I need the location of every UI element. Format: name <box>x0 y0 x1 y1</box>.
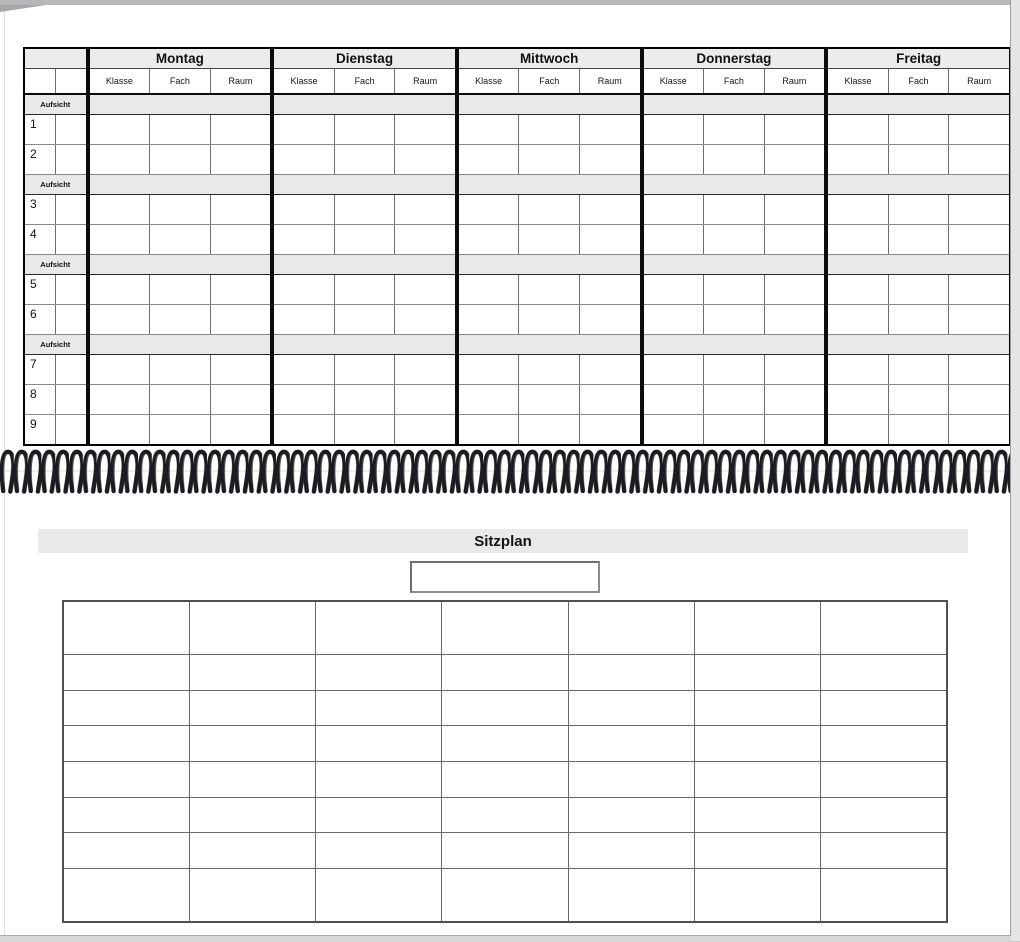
timetable-cell <box>888 225 949 255</box>
timetable-cell <box>642 385 704 415</box>
seat-cell <box>316 655 442 691</box>
period-number: 2 <box>24 145 55 175</box>
seat-cell <box>189 601 315 655</box>
timetable-cell <box>704 225 765 255</box>
timetable-cell <box>395 355 457 385</box>
supervision-cell <box>642 335 827 355</box>
seat-cell <box>694 655 820 691</box>
timetable-cell <box>949 225 1010 255</box>
timetable-cell <box>888 145 949 175</box>
timetable-cell <box>457 275 519 305</box>
timetable-cell <box>334 415 395 446</box>
timetable-cell <box>888 415 949 446</box>
seat-cell <box>821 868 947 922</box>
timetable-cell <box>334 355 395 385</box>
column-header: Klasse <box>272 69 334 95</box>
timetable-cell <box>704 355 765 385</box>
timetable-cell <box>519 115 580 145</box>
seat-cell <box>568 601 694 655</box>
supervision-cell <box>88 94 273 115</box>
period-row <box>24 305 1010 335</box>
corner-cell <box>24 48 88 69</box>
timetable-cell <box>764 275 826 305</box>
seat-cell <box>316 761 442 797</box>
timetable-cell <box>150 115 211 145</box>
seat-cell <box>442 797 568 833</box>
timetable-cell <box>88 305 150 335</box>
seat-cell <box>568 833 694 869</box>
timetable-cell <box>764 305 826 335</box>
seat-cell <box>694 690 820 726</box>
scan-top-edge <box>0 0 1020 5</box>
timetable-cell <box>457 305 519 335</box>
timetable-cell <box>888 195 949 225</box>
page-corner <box>0 5 46 12</box>
timetable-cell <box>150 385 211 415</box>
timetable-cell <box>210 145 272 175</box>
timetable-cell <box>826 355 888 385</box>
timetable-cell <box>579 225 641 255</box>
timetable-cell <box>210 385 272 415</box>
blank-cell <box>55 145 87 175</box>
timetable-cell <box>88 415 150 446</box>
scanned-page <box>0 5 1011 935</box>
seat-cell <box>568 690 694 726</box>
timetable-cell <box>826 145 888 175</box>
supervision-cell <box>826 175 1010 195</box>
timetable-cell <box>642 305 704 335</box>
period-number: 3 <box>24 195 55 225</box>
supervision-cell <box>457 175 642 195</box>
day-header-row <box>24 48 1010 69</box>
timetable-cell <box>888 115 949 145</box>
period-row <box>24 385 1010 415</box>
timetable-cell <box>395 385 457 415</box>
timetable-cell <box>457 385 519 415</box>
supervision-label: Aufsicht <box>24 175 88 195</box>
seat-cell <box>189 690 315 726</box>
seat-cell <box>821 761 947 797</box>
seat-cell <box>316 797 442 833</box>
timetable-cell <box>704 305 765 335</box>
sitzplan-title-bar <box>38 529 968 553</box>
timetable-cell <box>949 385 1010 415</box>
timetable-cell <box>457 195 519 225</box>
timetable-cell <box>579 115 641 145</box>
seat-cell <box>442 601 568 655</box>
seat-cell <box>821 726 947 762</box>
seating-row <box>63 726 947 762</box>
supervision-cell <box>272 335 457 355</box>
day-header: Montag <box>88 48 273 69</box>
seat-cell <box>63 833 189 869</box>
timetable-cell <box>210 195 272 225</box>
period-number: 6 <box>24 305 55 335</box>
column-header: Fach <box>150 69 211 95</box>
timetable-cell <box>579 305 641 335</box>
supervision-cell <box>642 175 827 195</box>
timetable-cell <box>704 415 765 446</box>
timetable-cell <box>457 115 519 145</box>
timetable-body <box>24 48 1010 445</box>
timetable-cell <box>210 305 272 335</box>
timetable-cell <box>519 305 580 335</box>
seat-cell <box>189 797 315 833</box>
blank-cell <box>55 195 87 225</box>
supervision-cell <box>272 94 457 115</box>
timetable-cell <box>764 415 826 446</box>
teacher-desk-box <box>410 561 600 593</box>
timetable-cell <box>334 115 395 145</box>
supervision-cell <box>457 335 642 355</box>
timetable-cell <box>642 415 704 446</box>
timetable-cell <box>395 145 457 175</box>
seat-cell <box>694 868 820 922</box>
timetable-cell <box>579 415 641 446</box>
supervision-cell <box>88 175 273 195</box>
timetable-cell <box>579 195 641 225</box>
column-header: Klasse <box>88 69 150 95</box>
timetable-cell <box>519 195 580 225</box>
seat-cell <box>316 868 442 922</box>
seat-cell <box>821 833 947 869</box>
period-row <box>24 145 1010 175</box>
timetable-cell <box>642 275 704 305</box>
timetable-cell <box>579 385 641 415</box>
timetable-cell <box>395 195 457 225</box>
scan-right-edge <box>1010 0 1020 941</box>
seat-cell <box>63 601 189 655</box>
seat-cell <box>63 726 189 762</box>
timetable-cell <box>642 145 704 175</box>
seat-cell <box>442 690 568 726</box>
supervision-cell <box>272 175 457 195</box>
timetable-cell <box>88 225 150 255</box>
timetable-cell <box>826 225 888 255</box>
timetable-cell <box>272 195 334 225</box>
supervision-cell <box>642 94 827 115</box>
timetable-cell <box>519 225 580 255</box>
column-header-row <box>24 69 1010 95</box>
timetable-cell <box>519 415 580 446</box>
timetable-cell <box>579 355 641 385</box>
day-header: Mittwoch <box>457 48 642 69</box>
timetable-cell <box>150 195 211 225</box>
timetable-cell <box>210 415 272 446</box>
timetable-cell <box>826 305 888 335</box>
timetable-cell <box>519 355 580 385</box>
seat-cell <box>568 726 694 762</box>
column-header: Fach <box>519 69 580 95</box>
seating-row <box>63 761 947 797</box>
timetable-cell <box>949 195 1010 225</box>
supervision-cell <box>826 255 1010 275</box>
supervision-row <box>24 255 1010 275</box>
supervision-cell <box>642 255 827 275</box>
timetable-cell <box>704 145 765 175</box>
period-number: 8 <box>24 385 55 415</box>
timetable-cell <box>150 225 211 255</box>
timetable-cell <box>826 195 888 225</box>
seat-cell <box>821 601 947 655</box>
period-number: 5 <box>24 275 55 305</box>
timetable-cell <box>210 275 272 305</box>
seat-cell <box>442 726 568 762</box>
supervision-row <box>24 175 1010 195</box>
column-header: Raum <box>210 69 272 95</box>
timetable-cell <box>642 355 704 385</box>
timetable-cell <box>704 385 765 415</box>
supervision-cell <box>826 335 1010 355</box>
timetable-cell <box>704 115 765 145</box>
blank-cell <box>55 385 87 415</box>
blank-cell <box>55 69 87 95</box>
seat-cell <box>189 655 315 691</box>
timetable-cell <box>949 355 1010 385</box>
timetable-cell <box>949 115 1010 145</box>
timetable-cell <box>88 385 150 415</box>
seat-cell <box>821 797 947 833</box>
seat-cell <box>694 601 820 655</box>
blank-cell <box>55 225 87 255</box>
timetable-cell <box>764 145 826 175</box>
period-number: 4 <box>24 225 55 255</box>
supervision-cell <box>457 255 642 275</box>
period-number: 7 <box>24 355 55 385</box>
timetable-cell <box>764 115 826 145</box>
supervision-cell <box>457 94 642 115</box>
seating-row <box>63 601 947 655</box>
supervision-label: Aufsicht <box>24 255 88 275</box>
timetable-cell <box>334 145 395 175</box>
seat-cell <box>316 726 442 762</box>
timetable-cell <box>88 355 150 385</box>
timetable-cell <box>826 275 888 305</box>
seating-row <box>63 797 947 833</box>
timetable-cell <box>272 275 334 305</box>
timetable-cell <box>826 115 888 145</box>
timetable-cell <box>457 145 519 175</box>
timetable-cell <box>888 355 949 385</box>
seat-cell <box>568 797 694 833</box>
seat-cell <box>442 655 568 691</box>
seat-cell <box>442 761 568 797</box>
seat-cell <box>442 833 568 869</box>
timetable-cell <box>579 145 641 175</box>
timetable-cell <box>334 385 395 415</box>
timetable-cell <box>457 415 519 446</box>
timetable-cell <box>395 275 457 305</box>
blank-cell <box>55 355 87 385</box>
timetable-cell <box>88 115 150 145</box>
timetable-cell <box>210 355 272 385</box>
timetable-cell <box>210 115 272 145</box>
timetable-cell <box>150 275 211 305</box>
period-row <box>24 355 1010 385</box>
seat-cell <box>821 655 947 691</box>
timetable-cell <box>764 225 826 255</box>
timetable-cell <box>395 225 457 255</box>
timetable-cell <box>888 385 949 415</box>
timetable-cell <box>457 225 519 255</box>
column-header: Raum <box>949 69 1010 95</box>
supervision-cell <box>88 255 273 275</box>
seat-cell <box>189 868 315 922</box>
timetable-cell <box>519 385 580 415</box>
blank-cell <box>55 275 87 305</box>
timetable-cell <box>395 415 457 446</box>
day-header: Donnerstag <box>642 48 827 69</box>
supervision-cell <box>272 255 457 275</box>
supervision-row <box>24 94 1010 115</box>
seat-cell <box>442 868 568 922</box>
seating-grid-body <box>63 601 947 922</box>
supervision-cell <box>88 335 273 355</box>
column-header: Fach <box>334 69 395 95</box>
seating-row <box>63 833 947 869</box>
seat-cell <box>63 797 189 833</box>
seat-cell <box>821 690 947 726</box>
timetable-cell <box>150 355 211 385</box>
seat-cell <box>568 868 694 922</box>
period-number: 1 <box>24 115 55 145</box>
timetable-cell <box>150 305 211 335</box>
period-row <box>24 115 1010 145</box>
seating-row <box>63 655 947 691</box>
column-header: Raum <box>579 69 641 95</box>
seat-cell <box>316 690 442 726</box>
timetable-cell <box>519 145 580 175</box>
timetable-cell <box>150 415 211 446</box>
timetable-cell <box>519 275 580 305</box>
column-header: Raum <box>764 69 826 95</box>
timetable-cell <box>764 355 826 385</box>
timetable-cell <box>579 275 641 305</box>
day-header: Dienstag <box>272 48 457 69</box>
column-header: Raum <box>395 69 457 95</box>
timetable-cell <box>826 415 888 446</box>
timetable-cell <box>272 115 334 145</box>
spiral-binding-icon <box>0 445 1020 499</box>
timetable-cell <box>88 275 150 305</box>
supervision-label: Aufsicht <box>24 335 88 355</box>
timetable-cell <box>949 415 1010 446</box>
timetable-cell <box>704 195 765 225</box>
timetable-cell <box>272 145 334 175</box>
period-row <box>24 195 1010 225</box>
timetable-cell <box>88 145 150 175</box>
period-row <box>24 225 1010 255</box>
seat-cell <box>694 761 820 797</box>
period-row <box>24 415 1010 446</box>
seat-cell <box>694 797 820 833</box>
seat-cell <box>189 833 315 869</box>
seat-cell <box>63 761 189 797</box>
column-header: Fach <box>704 69 765 95</box>
timetable-cell <box>826 385 888 415</box>
column-header: Fach <box>888 69 949 95</box>
timetable-cell <box>334 305 395 335</box>
blank-cell <box>24 69 55 95</box>
column-header: Klasse <box>826 69 888 95</box>
timetable-cell <box>949 275 1010 305</box>
timetable-cell <box>764 385 826 415</box>
timetable-cell <box>334 225 395 255</box>
column-header: Klasse <box>642 69 704 95</box>
blank-cell <box>55 305 87 335</box>
column-header: Klasse <box>457 69 519 95</box>
supervision-row <box>24 335 1010 355</box>
seating-row <box>63 690 947 726</box>
seat-cell <box>316 601 442 655</box>
timetable-cell <box>395 305 457 335</box>
timetable-cell <box>272 415 334 446</box>
seat-cell <box>316 833 442 869</box>
timetable-cell <box>395 115 457 145</box>
timetable-cell <box>150 145 211 175</box>
seating-row <box>63 868 947 922</box>
timetable-cell <box>642 225 704 255</box>
period-number: 9 <box>24 415 55 446</box>
timetable-cell <box>704 275 765 305</box>
supervision-label: Aufsicht <box>24 94 88 115</box>
timetable-cell <box>272 305 334 335</box>
timetable-cell <box>88 195 150 225</box>
timetable-cell <box>949 305 1010 335</box>
timetable-cell <box>888 275 949 305</box>
seat-cell <box>694 726 820 762</box>
blank-cell <box>55 415 87 446</box>
seat-cell <box>63 690 189 726</box>
seat-cell <box>568 761 694 797</box>
timetable-cell <box>949 145 1010 175</box>
timetable-cell <box>457 355 519 385</box>
seat-cell <box>63 655 189 691</box>
timetable <box>23 47 1011 446</box>
seat-cell <box>189 761 315 797</box>
timetable-cell <box>272 225 334 255</box>
period-row <box>24 275 1010 305</box>
seat-cell <box>694 833 820 869</box>
timetable-cell <box>764 195 826 225</box>
timetable-cell <box>334 275 395 305</box>
seat-cell <box>568 655 694 691</box>
seating-grid <box>62 600 948 923</box>
timetable-cell <box>272 355 334 385</box>
supervision-cell <box>826 94 1010 115</box>
sitzplan-title: Sitzplan <box>474 532 532 550</box>
timetable-cell <box>210 225 272 255</box>
timetable-cell <box>272 385 334 415</box>
day-header: Freitag <box>826 48 1010 69</box>
timetable-cell <box>888 305 949 335</box>
timetable-cell <box>642 195 704 225</box>
blank-cell <box>55 115 87 145</box>
seat-cell <box>189 726 315 762</box>
timetable-cell <box>642 115 704 145</box>
seat-cell <box>63 868 189 922</box>
timetable-cell <box>334 195 395 225</box>
